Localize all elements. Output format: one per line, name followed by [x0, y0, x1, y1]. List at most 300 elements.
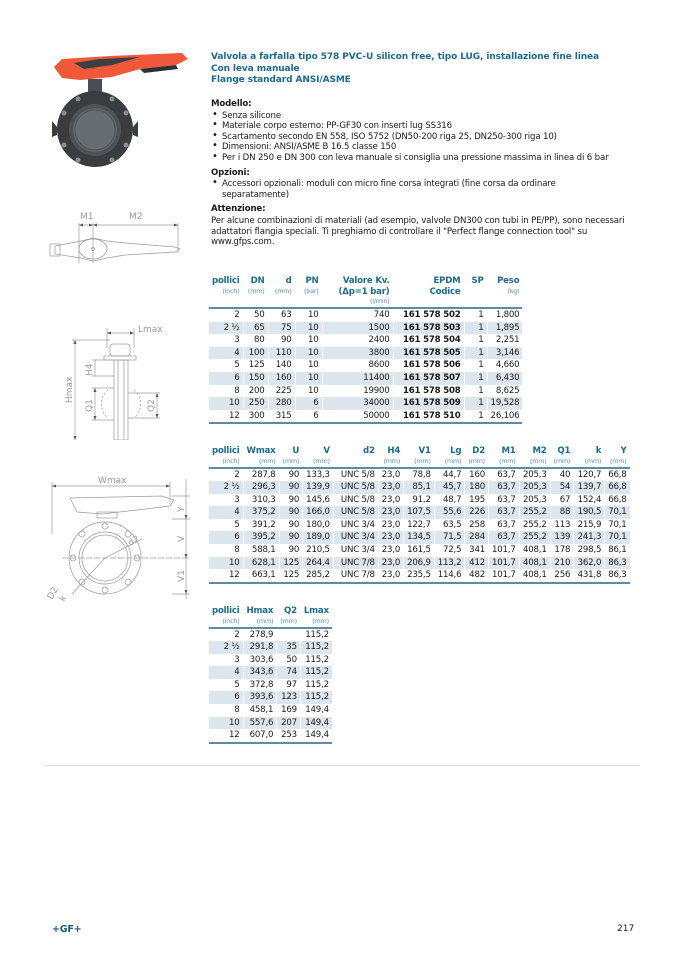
column-header: [334, 446, 378, 467]
table-row: [209, 359, 522, 372]
table-cell: 23,0: [379, 557, 403, 570]
column-unit: [337, 457, 375, 466]
column-unit: (mm): [553, 456, 571, 465]
table-cell: 6: [313, 410, 319, 421]
table-cell: 256: [554, 570, 571, 581]
table-cell: 86,1: [608, 545, 627, 556]
table-cell: 120,7: [577, 469, 602, 480]
table-cell: 90: [281, 335, 292, 346]
column-header-label: Hmax: [246, 606, 274, 616]
table-cell: 408,1: [520, 557, 550, 570]
table-cell: 90: [280, 531, 303, 544]
table-row: [209, 641, 332, 654]
table-cell: 161 578 509: [394, 397, 464, 410]
table-row: [209, 704, 332, 717]
table-cell: 278,9: [249, 629, 274, 640]
column-header: [520, 446, 550, 467]
table-cell: 241,3: [574, 531, 604, 544]
table-cell: 408,1: [522, 570, 547, 581]
description-block: [211, 99, 641, 248]
table-cell: 85,1: [404, 481, 434, 494]
table-cell: 195: [469, 494, 485, 505]
table-row: [209, 410, 522, 423]
height-table: [208, 606, 333, 744]
table-cell: 67: [559, 494, 571, 505]
column-unit: (bar): [303, 286, 319, 295]
table-cell: 23,0: [379, 506, 403, 519]
table-cell: 300: [248, 410, 265, 421]
column-unit: (mm): [313, 456, 330, 465]
table-cell: 206,9: [404, 557, 434, 570]
table-cell: 207: [277, 717, 300, 730]
table-row: [209, 629, 332, 642]
table-cell: 54: [551, 481, 574, 494]
modello-item: • Dimensioni: ANSI/ASME B 16.5 classe 150: [211, 142, 641, 153]
table-row: [209, 397, 522, 410]
table-cell: 10: [308, 310, 319, 320]
modello-heading: Modello:: [211, 99, 252, 109]
table-cell: 110: [269, 347, 295, 360]
table-cell: 4: [209, 666, 243, 679]
side-view-drawing: [62, 318, 172, 440]
table-cell: 91,2: [412, 494, 431, 505]
table-cell: 4,660: [495, 360, 520, 371]
table-cell: 149,4: [305, 705, 329, 716]
table-cell: 63,7: [497, 519, 516, 530]
table-cell: 458,1: [249, 705, 274, 716]
table-cell: 26,106: [490, 410, 520, 421]
table-cell: 284: [465, 531, 488, 544]
column-header-label: d2: [363, 446, 375, 456]
column-header: [435, 446, 465, 467]
column-header-label: Q1: [557, 446, 571, 456]
column-unit: (mm): [274, 286, 292, 295]
dim-label-v1: V1: [177, 570, 187, 582]
opzioni-item: • Accessori opzionali: moduli con micro fine corsa integrati (fine corsa da ordinare separatamente): [211, 179, 641, 200]
column-header-label: V1: [418, 446, 431, 456]
table-cell: 149,4: [305, 730, 329, 741]
table-cell: 189,0: [303, 531, 333, 544]
column-unit: (inch): [222, 616, 240, 625]
table-cell: 101,7: [491, 570, 516, 581]
table-cell: UNC 3/4: [340, 545, 375, 556]
table-cell: 740: [373, 310, 390, 320]
column-header: [605, 446, 629, 467]
dim-label-m2: M2: [129, 212, 143, 222]
table-cell: 90: [288, 519, 300, 530]
column-header: [465, 446, 488, 467]
column-header-label: Lmax: [303, 606, 329, 616]
table-cell: UNC 7/8: [340, 570, 375, 581]
table-cell: 372,8: [249, 679, 274, 690]
table-row: [209, 347, 522, 360]
table-cell: [277, 629, 300, 642]
column-header: [323, 276, 393, 307]
column-header-label: pollici: [212, 446, 240, 456]
table-cell: 133,3: [306, 469, 330, 480]
table-cell: 1: [465, 372, 487, 385]
table-cell: 225: [275, 385, 292, 396]
column-header: [244, 446, 279, 467]
column-unit: (inch): [222, 286, 240, 295]
column-header: [488, 276, 523, 307]
column-unit: (kg): [507, 286, 520, 295]
table-cell: 78,8: [412, 469, 431, 480]
table-cell: 86,3: [605, 557, 629, 570]
table-cell: 12: [229, 410, 240, 421]
table-row: [209, 729, 332, 742]
table-cell: 253: [281, 730, 297, 741]
table-cell: 298,5: [577, 545, 602, 556]
table-cell: 628,1: [244, 557, 279, 570]
table-cell: 303,6: [249, 654, 274, 665]
column-unit: (mm): [312, 616, 329, 625]
table-cell: 395,2: [244, 531, 279, 544]
table-cell: 393,6: [244, 691, 277, 704]
column-header: [209, 446, 243, 467]
table-cell: UNC 5/8: [334, 481, 378, 494]
table-cell: 114,6: [437, 570, 462, 581]
valve-photo: [40, 47, 190, 172]
gf-logo: +GF+: [52, 924, 82, 935]
table-cell: 125: [248, 360, 265, 371]
table-cell: 10: [296, 322, 322, 335]
table-cell: 287,8: [251, 469, 276, 480]
table-cell: 255,2: [520, 506, 550, 519]
table-cell: 10: [296, 372, 322, 385]
column-unit: (mm): [258, 456, 276, 465]
table-cell: 161 578 506: [402, 360, 461, 371]
table-cell: 1,800: [495, 310, 520, 320]
table-cell: 2: [234, 310, 240, 320]
modello-item: • Senza silicone: [211, 111, 641, 122]
table-cell: 3: [234, 335, 240, 346]
table-cell: 1: [478, 360, 484, 371]
table-cell: 200: [248, 385, 265, 396]
table-cell: 23,0: [381, 570, 401, 581]
title-line-2: Con leva manuale: [211, 63, 300, 74]
table-cell: 161 578 504: [402, 335, 461, 346]
front-view-drawing: [42, 474, 197, 604]
column-unit: (mm): [529, 456, 547, 465]
opzioni-list: [211, 179, 641, 200]
column-unit: (mm): [584, 456, 602, 465]
table-cell: 6: [209, 372, 243, 385]
column-header-label: U: [292, 446, 300, 456]
table-cell: 145,6: [306, 494, 330, 505]
column-header: [394, 276, 464, 307]
table-row: [209, 481, 630, 494]
column-header: [404, 446, 434, 467]
table-cell: 235,5: [407, 570, 431, 581]
table-cell: 1: [478, 335, 484, 346]
table-cell: 205,3: [522, 469, 547, 480]
table-cell: 113: [554, 519, 571, 530]
table-cell: 10: [209, 557, 243, 570]
table-cell: 115,2: [301, 641, 332, 654]
table-cell: 2: [234, 629, 240, 640]
table-cell: 180: [465, 481, 488, 494]
table-cell: 23,0: [381, 519, 401, 530]
table-cell: 63,7: [489, 506, 519, 519]
column-header-label: d: [285, 276, 292, 286]
table-cell: UNC 3/4: [334, 531, 378, 544]
column-header-label: k: [595, 446, 602, 456]
column-unit: (mm): [414, 456, 431, 465]
table-row: [209, 717, 332, 730]
column-header: [551, 446, 574, 467]
table-cell: 8: [234, 385, 240, 396]
table-cell: 6: [209, 691, 243, 704]
table-row: [209, 654, 332, 667]
column-header-label: Lg: [450, 446, 462, 456]
column-header: [296, 276, 322, 307]
table-cell: 63,7: [489, 531, 519, 544]
table-cell: 150: [244, 372, 268, 385]
table-cell: 115,2: [305, 629, 329, 640]
column-unit: [468, 287, 484, 296]
table-cell: 63,5: [443, 519, 462, 530]
table-cell: 115,2: [305, 679, 329, 690]
table-cell: 140: [275, 360, 292, 371]
table-cell: 115,2: [301, 666, 332, 679]
table-cell: 72,5: [443, 545, 462, 556]
column-header-label: M1: [501, 446, 516, 456]
table-cell: 34000: [323, 397, 393, 410]
table-row: [209, 557, 630, 570]
table-cell: 90: [288, 469, 300, 480]
table-cell: 10: [308, 360, 319, 371]
table-cell: 3800: [323, 347, 393, 360]
table-cell: 50: [254, 310, 265, 320]
table-cell: 557,6: [244, 717, 277, 730]
table-cell: 226: [465, 506, 488, 519]
table-cell: 482: [469, 570, 485, 581]
table-row: [209, 569, 630, 582]
column-unit: (mm): [247, 286, 265, 295]
table-cell: 107,5: [404, 506, 434, 519]
table-cell: 19,528: [488, 397, 523, 410]
table-row: [209, 531, 630, 544]
table-cell: 1: [478, 385, 484, 396]
table-cell: 1: [478, 410, 484, 421]
table-cell: 75: [269, 322, 295, 335]
table-cell: 166,0: [303, 506, 333, 519]
column-header-label: Peso: [497, 276, 520, 286]
table-cell: 291,8: [244, 641, 277, 654]
table-cell: 431,8: [577, 570, 602, 581]
table-cell: 115,2: [305, 654, 329, 665]
table-cell: 63,7: [489, 481, 519, 494]
table-cell: 5: [234, 679, 240, 690]
table-cell: 149,4: [301, 717, 332, 730]
table-cell: 70,1: [605, 531, 629, 544]
table-row: [209, 322, 522, 335]
column-header-label: (Δp=1 bar): [338, 286, 390, 297]
bottom-divider: [46, 765, 640, 766]
table-cell: 23,0: [381, 469, 401, 480]
table-cell: 8: [234, 545, 240, 556]
table-cell: 55,6: [435, 506, 465, 519]
column-header-label: Valore Kv.: [342, 276, 390, 286]
table-cell: 4: [209, 347, 243, 360]
attenzione-heading: Attenzione:: [211, 204, 266, 215]
table-cell: 3: [234, 494, 240, 505]
column-header-label: Wmax: [246, 446, 276, 456]
table-row: [209, 385, 522, 398]
table-cell: 74: [277, 666, 300, 679]
column-header-label: Y: [620, 446, 627, 456]
table-cell: 66,8: [605, 481, 629, 494]
table-row: [209, 679, 332, 692]
table-cell: 161 578 505: [394, 347, 464, 360]
table-row: [209, 691, 332, 704]
table-cell: 280: [269, 397, 295, 410]
table-row: [209, 372, 522, 385]
dim-label-q1: Q1: [85, 399, 95, 412]
table-cell: 139,9: [303, 481, 333, 494]
top-view-drawing: [45, 203, 185, 263]
column-header-label: PN: [305, 276, 319, 286]
table-row: [209, 666, 332, 679]
table-cell: UNC 7/8: [334, 557, 378, 570]
table-row: [209, 334, 522, 347]
table-cell: 160: [269, 372, 295, 385]
column-header: [301, 606, 332, 627]
table-cell: 12: [229, 730, 240, 741]
column-header-label: pollici: [212, 276, 240, 286]
table-cell: 12: [229, 570, 240, 581]
table-cell: 97: [286, 679, 297, 690]
table-cell: 8: [234, 705, 240, 716]
table-cell: 205,3: [522, 494, 547, 505]
table-cell: 123: [277, 691, 300, 704]
column-header: [489, 446, 519, 467]
table-cell: 255,2: [522, 519, 547, 530]
dim-label-lmax: Lmax: [138, 325, 163, 335]
table-cell: 90: [280, 506, 303, 519]
table-cell: 113,2: [435, 557, 465, 570]
table-cell: UNC 3/4: [340, 519, 375, 530]
table-cell: 86,3: [608, 570, 627, 581]
table-cell: 152,4: [577, 494, 602, 505]
table-cell: 10: [296, 347, 322, 360]
table-cell: 23,0: [381, 494, 401, 505]
table-cell: 23,0: [379, 531, 403, 544]
table-cell: 2: [234, 469, 240, 480]
modello-list: [211, 111, 641, 164]
column-header: [244, 606, 277, 627]
table-cell: 134,5: [404, 531, 434, 544]
column-unit: (mm): [468, 456, 485, 465]
table-cell: 63,7: [497, 469, 516, 480]
table-cell: 63: [281, 310, 292, 320]
table-cell: 408,1: [522, 545, 547, 556]
table-cell: 1500: [323, 322, 393, 335]
table-cell: 250: [244, 397, 268, 410]
table-cell: 210: [551, 557, 574, 570]
table-cell: 70,1: [608, 519, 627, 530]
table-cell: 100: [244, 347, 268, 360]
dim-label-q2: Q2: [147, 399, 157, 412]
table-row: [209, 506, 630, 519]
table-row: [209, 469, 630, 482]
table-cell: UNC 5/8: [340, 469, 375, 480]
table-cell: 180,0: [306, 519, 330, 530]
column-unit: (mm): [609, 456, 627, 465]
column-header-label: EPDM: [433, 276, 461, 286]
table-row: [209, 544, 630, 557]
table-cell: 375,2: [244, 506, 279, 519]
table-cell: 169: [281, 705, 297, 716]
table-cell: 190,5: [574, 506, 604, 519]
codes-table: [208, 276, 523, 424]
table-cell: 2 ½: [209, 481, 243, 494]
dim-label-m1: M1: [80, 212, 94, 222]
column-unit: (mm): [280, 616, 297, 625]
dim-label-h4: H4: [85, 363, 95, 376]
attenzione-text: Per alcune combinazioni di materiali (ad esempio, valvole DN300 con tubi in PE/PP), sono necessari adattatori flangia speciali. Ti preghiamo di controllare il "Perfect flange connection tool" su www.gfps.com.: [211, 215, 625, 248]
column-header: [277, 606, 300, 627]
table-cell: UNC 5/8: [334, 506, 378, 519]
table-cell: 5: [234, 519, 240, 530]
dim-label-v: V: [177, 535, 187, 542]
column-unit: (mm): [383, 456, 401, 465]
table-cell: 115,2: [301, 691, 332, 704]
table-cell: 391,2: [251, 519, 276, 530]
table-cell: 161 578 508: [402, 385, 461, 396]
column-unit: (mm): [282, 456, 300, 465]
table-cell: UNC 5/8: [340, 494, 375, 505]
column-header-label: pollici: [212, 606, 240, 616]
table-cell: 6: [296, 397, 322, 410]
table-cell: 285,2: [306, 570, 330, 581]
table-cell: 45,7: [435, 481, 465, 494]
table-row: [209, 519, 630, 532]
table-cell: 65: [244, 322, 268, 335]
table-cell: 258: [469, 519, 485, 530]
table-cell: 90: [288, 494, 300, 505]
column-header-label: SP: [471, 276, 484, 286]
table-cell: 1: [465, 322, 487, 335]
table-cell: 412: [465, 557, 488, 570]
table-cell: 125: [283, 570, 300, 581]
table-cell: 5: [234, 360, 240, 371]
table-cell: 139: [551, 531, 574, 544]
title-line-3: Flange standard ANSI/ASME: [211, 75, 351, 85]
column-header: [244, 276, 268, 307]
table-cell: 2 ½: [209, 322, 243, 335]
table-cell: 296,3: [244, 481, 279, 494]
table-cell: 161 578 507: [394, 372, 464, 385]
table-cell: 10: [308, 385, 319, 396]
table-cell: 2,251: [495, 335, 520, 346]
dim-label-y: Y: [177, 506, 187, 512]
table-cell: 1: [465, 347, 487, 360]
table-cell: 6,430: [488, 372, 523, 385]
table-cell: 205,3: [520, 481, 550, 494]
title-line-1: Valvola a farfalla tipo 578 PVC-U silicon free, tipo LUG, installazione fine linea: [211, 52, 599, 62]
table-cell: 10: [308, 335, 319, 346]
table-cell: 10: [209, 717, 243, 730]
modello-item: • Per i DN 250 e DN 300 con leva manuale si consiglia una pressione massima in linea di 6 bar: [211, 153, 641, 164]
table-cell: 101,7: [489, 557, 519, 570]
table-cell: 90: [288, 545, 300, 556]
column-unit: (mm): [256, 616, 274, 625]
table-cell: 588,1: [251, 545, 276, 556]
table-cell: 50: [286, 654, 297, 665]
table-row: [209, 309, 522, 322]
